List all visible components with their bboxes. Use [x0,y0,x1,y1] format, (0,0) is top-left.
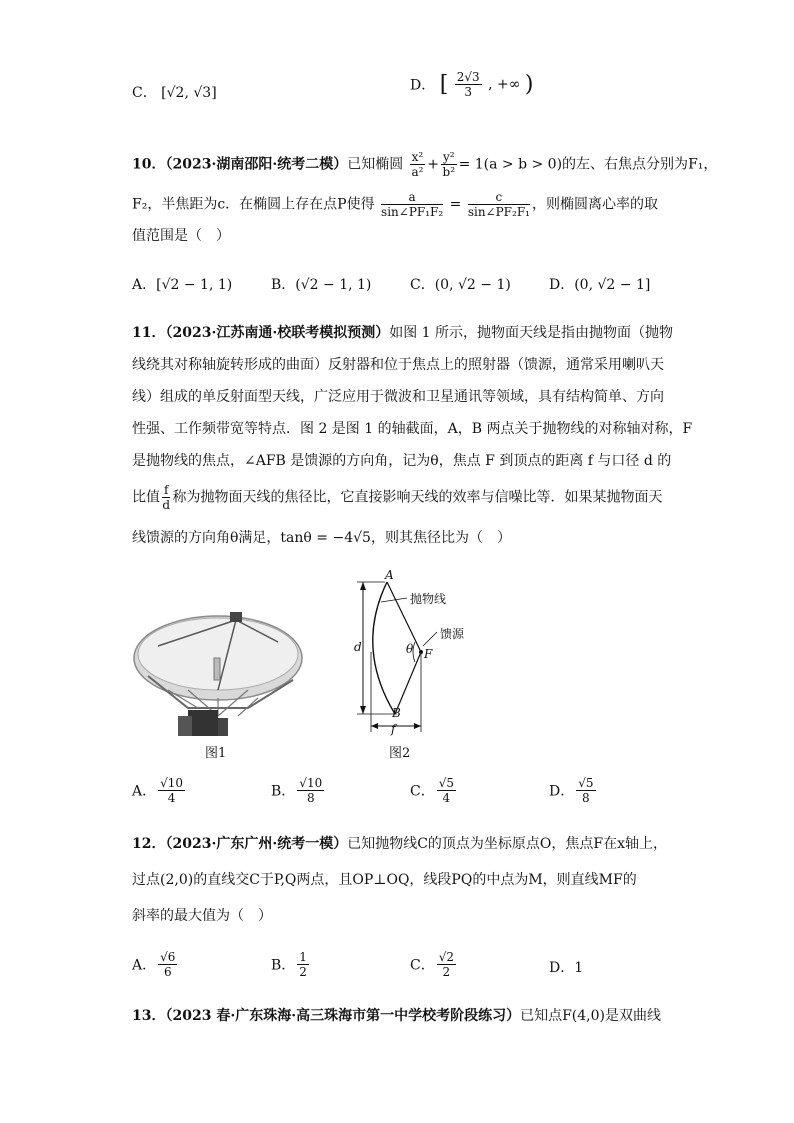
q9-option-d-fraction: $\frac{2√3}{3}$ [456,70,480,99]
q11-line5: 是抛物线的焦点，∠AFB 是馈源的方向角，记为θ，焦点 F 到顶点的距离 f 与口径 d 的 [132,453,672,469]
q10-frac1: $\frac{a}{\text{sin∠PF₁F₂}}$ [381,190,444,219]
fig2-label-f: F [424,647,433,661]
q10-source: （2023·湖南邵阳·统考二模） [165,156,348,173]
q10-option-d[interactable]: D．(0, √2 − 1] [549,277,651,293]
q10-option-a[interactable]: A．[√2 − 1, 1) [132,277,233,293]
q10-frac2: $\frac{c}{\text{sin∠PF₂F₁}}$ [467,190,530,219]
q9-option-c-label: C． [132,85,157,101]
q10-number: 10． [132,156,166,173]
q11-number: 11． [132,325,166,341]
q9-option-c[interactable] [132,82,217,102]
q11-line3: 线）组成的单反射面型天线，广泛应用于微波和卫星通讯等领域，具有结构简单、方向 [132,389,664,405]
q12-option-a[interactable]: A． $\frac{√6}{6}$ [132,950,176,979]
q12-option-c[interactable]: C． $\frac{√2}{2}$ [410,950,454,979]
q10-option-c[interactable]: C．(0, √2 − 1) [410,277,511,293]
q10-ellipse-x-frac: $\frac{\text{x²}}{\text{a²}}$ [411,150,424,179]
satellite-dish-photo [128,598,308,738]
q12-line3: 斜率的最大值为（ ） [132,908,272,924]
q12-option-b[interactable]: B． $\frac{1}{2}$ [271,950,307,979]
q10-line1: 10．（2023·湖南邵阳·统考二模）已知椭圆 $\frac{\text{x²}}{\text{a²}}$ + $\frac{\text{y²}}{\text{b²}}$ = 1(a > b > 0)的左、右焦点分别为F₁， [132,150,718,179]
q11-option-d[interactable]: D． $\frac{√5}{8}$ [549,776,594,805]
q11-option-b[interactable]: B． $\frac{√10}{8}$ [271,776,323,805]
q10-option-b[interactable]: B．(√2 − 1, 1) [271,277,372,293]
q11-line2: 线绕其对称轴旋转形成的曲面）反射器和位于焦点上的照射器（馈源，通常采用喇叭天 [132,357,664,373]
fig2-label-b: B [392,706,401,720]
q11-source: （2023·江苏南通·校联考模拟预测） [165,325,390,341]
q11-line7: 线馈源的方向角θ满足，tanθ = −4√5，则其焦径比为（ ） [132,530,511,546]
q9-option-d-label: D． [410,77,436,94]
fig2-label-parabola: 抛物线 [410,592,447,606]
q9-option-d-tail: , +∞ [488,76,521,93]
q9-option-c-expr: [√2, √3] [161,85,217,101]
q11-option-a[interactable]: A． $\frac{√10}{4}$ [132,776,184,805]
q10-ellipse-y-frac: $\frac{\text{y²}}{\text{b²}}$ [442,150,456,179]
q11-option-c[interactable]: C． $\frac{√5}{4}$ [410,776,454,805]
fig2-label-theta: θ [406,642,414,656]
q10-line3: 值范围是（ ） [132,228,230,244]
q11-ratio-frac: $\frac{f}{d}$ [162,483,171,512]
q10-line2: F₂，半焦距为c．在椭圆上存在点P使得 $\frac{a}{\text{sin∠PF₁F₂}}$ = $\frac{c}{\text{sin∠PF₂F₁}}$ ，则椭圆离心率的取 [132,190,658,219]
q12-source: （2023·广东广州·统考一模） [165,836,348,852]
q13-number: 13． [132,1008,166,1024]
q11-line1: 11．（2023·江苏南通·校联考模拟预测）如图 1 所示，抛物面天线是指由抛物面（抛物 [132,325,674,341]
q12-line2: 过点(2,0)的直线交C于P,Q两点，且OP⊥OQ，线段PQ的中点为M，则直线MF的 [132,872,637,888]
q12-number: 12． [132,836,166,852]
q12-option-d[interactable]: D．1 [549,960,584,976]
fig2-label-f-length: f [391,722,396,736]
q12-line1: 12．（2023·广东广州·统考一模）已知抛物线C的顶点为坐标原点O，焦点F在x轴上， [132,836,668,852]
q11-line6: 比值 $\frac{f}{d}$ 称为抛物面天线的焦径比，它直接影响天线的效率与信噪比等．如果某抛物面天 [132,483,663,512]
figure2-caption: 图2 [389,746,411,761]
q13-source: （2023 春·广东珠海·高三珠海市第一中学校考阶段练习） [165,1008,521,1024]
fig2-label-feed: 馈源 [440,627,465,641]
fig2-label-a: A [385,568,394,582]
q9-option-d[interactable]: D． [ $\frac{2√3}{3}$ , +∞ ) [410,70,534,99]
figure1-caption: 图1 [205,746,227,761]
fig2-label-d: d [354,640,362,654]
q11-line4: 性强、工作频带宽等特点．图 2 是图 1 的轴截面，A，B 两点关于抛物线的对称轴对称，F [132,421,693,437]
q13-line1: 13．（2023 春·广东珠海·高三珠海市第一中学校考阶段练习）已知点F(4,0)是双曲线 [132,1008,661,1024]
